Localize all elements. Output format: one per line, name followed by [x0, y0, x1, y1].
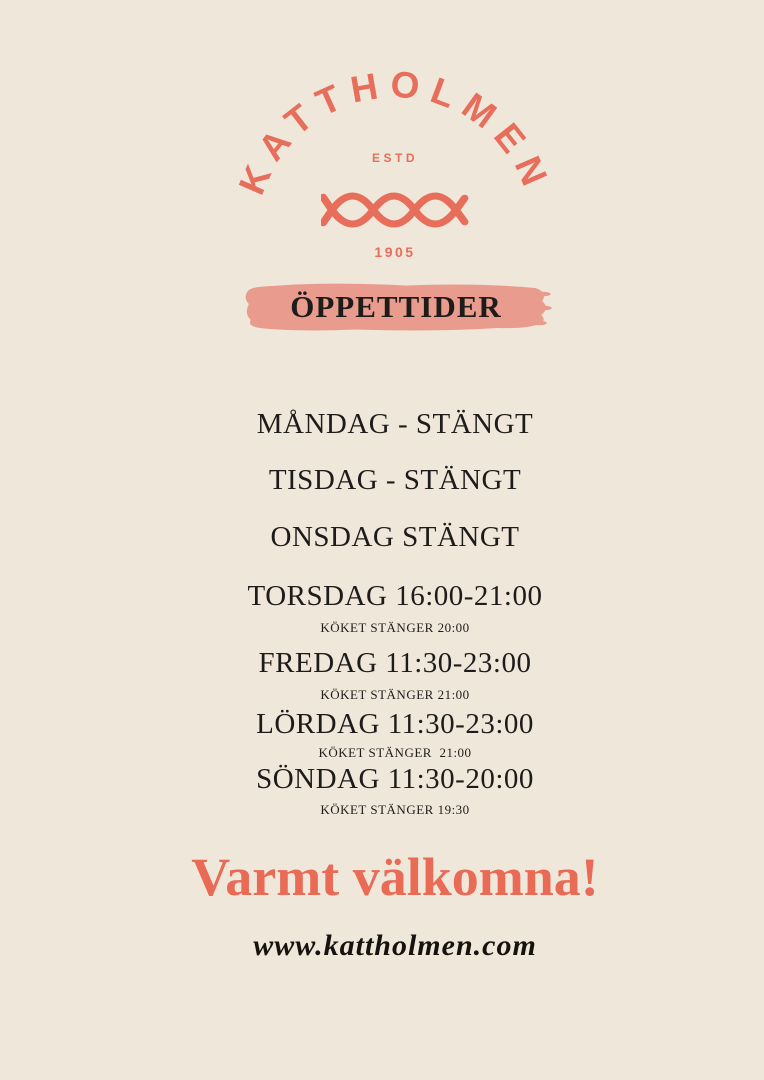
schedule-row-tuesday: TISDAG - STÄNGT — [268, 464, 522, 496]
banner-title: ÖPPETTIDER — [290, 289, 502, 324]
schedule-row-sunday: SÖNDAG 11:30-20:00 — [256, 763, 534, 795]
welcome-message: Varmt välkomna! — [191, 847, 599, 907]
kitchen-note-friday: KÖKET STÄNGER 21:00 — [320, 687, 470, 702]
kitchen-note-saturday: KÖKET STÄNGER 21:00 — [318, 745, 472, 760]
opening-hours-banner — [238, 278, 554, 338]
kitchen-note-thursday: KÖKET STÄNGER 20:00 — [320, 620, 470, 635]
crossed-double-wave-icon — [321, 189, 469, 231]
schedule-row-thursday: TORSDAG 16:00-21:00 — [247, 580, 543, 612]
svg-text:KATTHOLMEN — [231, 63, 559, 200]
schedule-row-wednesday: ONSDAG STÄNGT — [270, 521, 520, 553]
estd-label: ESTD — [371, 151, 419, 165]
brand-name: KATTHOLMEN — [230, 63, 560, 201]
schedule-row-saturday: LÖRDAG 11:30-23:00 — [256, 708, 534, 740]
website-url: www.kattholmen.com — [253, 929, 537, 962]
kitchen-note-sunday: KÖKET STÄNGER 19:30 — [320, 802, 470, 817]
schedule-row-friday: FREDAG 11:30-23:00 — [258, 647, 532, 679]
schedule-row-monday: MÅNDAG - STÄNGT — [256, 408, 534, 440]
estd-year: 1905 — [374, 244, 416, 260]
